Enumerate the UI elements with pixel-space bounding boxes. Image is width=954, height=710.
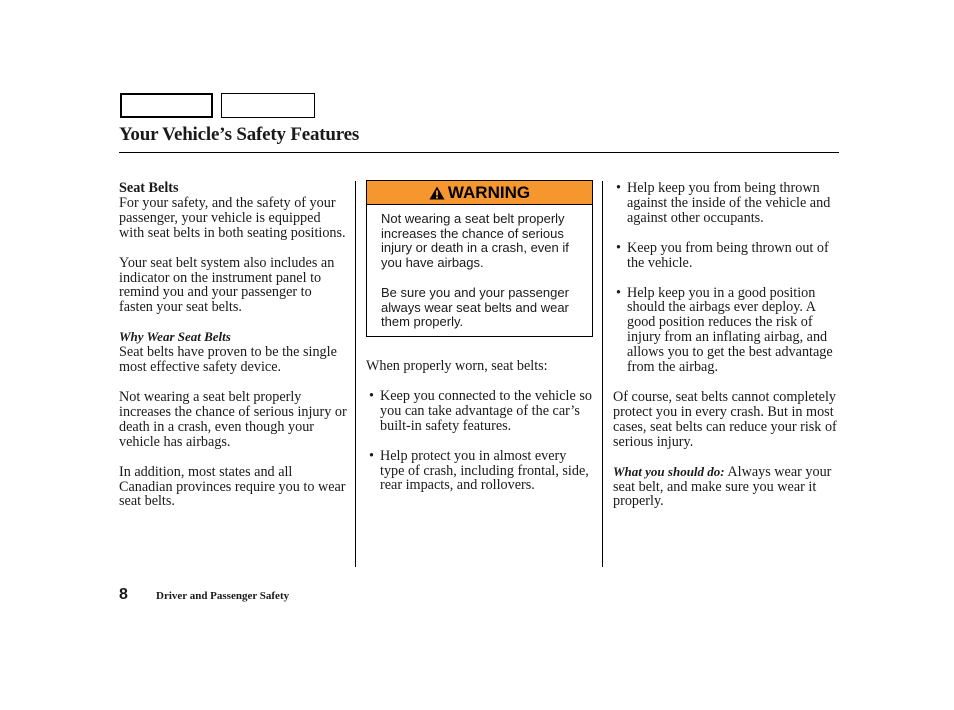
page-title: Your Vehicle’s Safety Features xyxy=(119,124,360,145)
column-divider xyxy=(355,181,356,567)
warning-box xyxy=(366,180,593,337)
footer-section-title: Driver and Passenger Safety xyxy=(156,590,290,602)
column-divider xyxy=(602,181,603,567)
warning-paragraph: Not wearing a seat belt properly increases the chance of serious injury or death in a crash, even if you have airbags. xyxy=(381,211,569,271)
subheading: Why Wear Seat Belts xyxy=(119,329,231,345)
warning-header xyxy=(367,181,592,205)
lead-in: What you should do: xyxy=(613,463,725,479)
nav-box-table-of-contents[interactable] xyxy=(221,93,315,118)
nav-box-main-menu[interactable] xyxy=(120,93,213,118)
paragraph: Your seat belt system also includes an indicator on the instrument panel to remind you and your passenger to fasten your seat belts. xyxy=(119,254,335,316)
warning-paragraph: Be sure you and your passenger always wear seat belts and wear them properly. xyxy=(381,284,569,330)
section-heading: Seat Belts xyxy=(119,180,179,196)
bullet-list xyxy=(366,389,594,493)
column-left xyxy=(119,181,347,509)
title-divider xyxy=(119,152,839,153)
paragraph: Seat belts have proven to be the single most effective safety device. xyxy=(119,344,337,376)
paragraph: When properly worn, seat belts: xyxy=(366,358,548,374)
column-right xyxy=(613,181,841,509)
warning-body xyxy=(367,205,592,330)
column-middle xyxy=(366,359,594,493)
list-item: • Keep you from being thrown out of the vehicle. xyxy=(613,241,841,271)
paragraph: In addition, most states and all Canadian provinces require you to wear seat belts. xyxy=(119,463,346,510)
list-item: • Keep you connected to the vehicle so you can take advantage of the car’s built-in safety features. xyxy=(366,389,594,434)
list-item: • Help protect you in almost every type of crash, including frontal, side, rear impacts, and rollovers. xyxy=(366,449,594,494)
paragraph-text: Always wear your seat belt, and make sure you wear it properly. xyxy=(613,463,832,510)
paragraph: Of course, seat belts cannot completely protect you in every crash. But in most cases, seat belts can reduce your risk of serious injury. xyxy=(613,388,837,450)
list-item: • Help keep you from being thrown against the inside of the vehicle and against other occupants. xyxy=(613,181,841,226)
warning-triangle-icon xyxy=(429,186,445,200)
page-number: 8 xyxy=(119,586,128,603)
paragraph xyxy=(613,465,841,510)
warning-title: WARNING xyxy=(447,182,531,202)
list-item: • Help keep you in a good position should the airbags ever deploy. A good position reduces the risk of injury from an inflating airbag, and allows you to get the best advantage from the airbag. xyxy=(613,286,841,375)
bullet-list xyxy=(613,181,841,375)
paragraph: Not wearing a seat belt properly increases the chance of serious injury or death in a crash, even though your vehicle has airbags. xyxy=(119,388,347,450)
paragraph: For your safety, and the safety of your passenger, your vehicle is equipped with seat belts in both seating positions. xyxy=(119,194,346,241)
